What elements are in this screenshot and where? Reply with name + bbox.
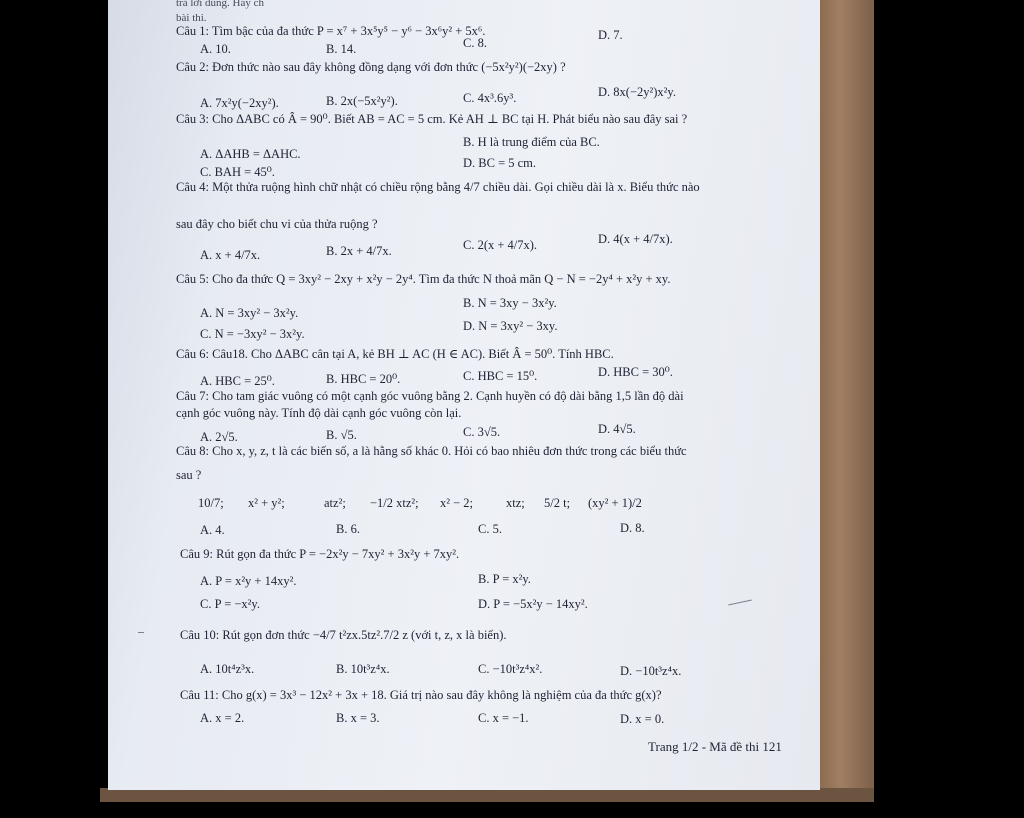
q8-expr-6: xtz;: [506, 496, 525, 510]
q3-option-b: B. H là trung điểm của BC.: [463, 135, 600, 149]
q10-option-b: B. 10t³z⁴x.: [336, 662, 390, 676]
q8-expr-1: 10/7;: [198, 496, 224, 510]
q10-option-a: A. 10t⁴z³x.: [200, 662, 255, 676]
q4-option-d: D. 4(x + 4/7x).: [598, 232, 673, 246]
q5-option-c: C. N = −3xy² − 3x²y.: [200, 327, 305, 341]
page-footer: Trang 1/2 - Mã đề thi 121: [648, 739, 782, 754]
q8-expr-2: x² + y²;: [248, 496, 285, 510]
q5-option-b: B. N = 3xy − 3x²y.: [463, 296, 557, 310]
q6-option-c: C. HBC = 15⁰.: [463, 369, 538, 383]
q7-option-b: B. √5.: [326, 428, 357, 442]
q2-option-b: B. 2x(−5x²y²).: [326, 94, 398, 108]
question-2-stem: Câu 2: Đơn thức nào sau đây không đồng dạng với đơn thức (−5x²y²)(−2xy) ?: [176, 60, 566, 74]
q7-option-d: D. 4√5.: [598, 422, 636, 436]
q1-option-c: C. 8.: [463, 36, 487, 50]
q3-option-c: C. BAH = 45⁰.: [200, 165, 275, 179]
question-9-stem: Câu 9: Rút gọn đa thức P = −2x²y − 7xy² + 3x²y + 7xy².: [180, 547, 460, 561]
q1-option-b: B. 14.: [326, 42, 357, 56]
question-3-stem: Câu 3: Cho ΔABC có Â = 90⁰. Biết AB = AC = 5 cm. Kẻ AH ⊥ BC tại H. Phát biểu nào sau đây sai ?: [176, 112, 688, 126]
question-8-stem-2: sau ?: [176, 468, 202, 482]
q2-option-c: C. 4x³.6y³.: [463, 91, 517, 105]
q9-option-a: A. P = x²y + 14xy².: [200, 574, 297, 588]
question-6-stem: Câu 6: Câu18. Cho ΔABC cân tại A, kẻ BH ⊥ AC (H ∈ AC). Biết Â = 50⁰. Tính HBC.: [176, 347, 614, 361]
q4-option-c: C. 2(x + 4/7x).: [463, 238, 538, 252]
q4-option-b: B. 2x + 4/7x.: [326, 244, 392, 258]
q8-expr-8: (xy² + 1)/2: [588, 496, 642, 510]
question-7-stem-2: cạnh góc vuông này. Tính độ dài cạnh góc vuông còn lại.: [176, 406, 462, 420]
header-line-2: bài thi.: [176, 12, 207, 24]
q3-option-a: A. ΔAHB = ΔAHC.: [200, 147, 301, 161]
q7-option-c: C. 3√5.: [463, 425, 501, 439]
q9-option-b: B. P = x²y.: [478, 572, 531, 586]
q10-option-c: C. −10t³z⁴x².: [478, 662, 543, 676]
question-5-stem: Câu 5: Cho đa thức Q = 3xy² − 2xy + x²y − 2y⁴. Tìm đa thức N thoả mãn Q − N = −2y⁴ + x²y + xy.: [176, 272, 671, 286]
q1-option-a: A. 10.: [200, 42, 231, 56]
q11-option-a: A. x = 2.: [200, 711, 245, 725]
q2-option-d: D. 8x(−2y²)x²y.: [598, 85, 676, 99]
question-8-stem: Câu 8: Cho x, y, z, t là các biến số, a là hằng số khác 0. Hỏi có bao nhiêu đơn thức trong các biểu thức: [176, 444, 687, 458]
question-10-stem: Câu 10: Rút gọn đơn thức −4/7 t²zx.5tz².7/2 z (với t, z, x là biến).: [180, 628, 507, 642]
q8-option-d: D. 8.: [620, 521, 645, 535]
q8-expr-3: atz²;: [324, 496, 346, 510]
q6-option-d: D. HBC = 30⁰.: [598, 365, 673, 379]
q8-option-b: B. 6.: [336, 522, 360, 536]
q3-option-d: D. BC = 5 cm.: [463, 156, 537, 170]
q5-option-a: A. N = 3xy² − 3x²y.: [200, 306, 299, 320]
question-4-stem: Câu 4: Một thửa ruộng hình chữ nhật có chiều rộng bằng 4/7 chiều dài. Gọi chiều dài là x. Biểu thức nào: [176, 180, 700, 194]
q2-option-a: A. 7x²y(−2xy²).: [200, 96, 279, 110]
table-surface: [818, 0, 874, 800]
q6-option-b: B. HBC = 20⁰.: [326, 372, 401, 386]
exam-paper: [108, 0, 820, 790]
q11-option-c: C. x = −1.: [478, 711, 529, 725]
header-line-1: trả lời đúng. Hãy ch: [176, 0, 264, 9]
question-1-stem: Câu 1: Tìm bậc của đa thức P = x⁷ + 3x⁵y⁵ − y⁶ − 3x⁶y² + 5x⁶.: [176, 24, 486, 38]
table-edge: [100, 788, 874, 802]
question-7-stem: Câu 7: Cho tam giác vuông có một cạnh góc vuông bằng 2. Cạnh huyền có độ dài bằng 1,5 lần độ dài: [176, 389, 684, 403]
q5-option-d: D. N = 3xy² − 3xy.: [463, 319, 558, 333]
q8-option-c: C. 5.: [478, 522, 502, 536]
q8-expr-7: 5/2 t;: [544, 496, 571, 510]
q7-option-a: A. 2√5.: [200, 430, 238, 444]
pen-mark: [728, 600, 752, 606]
pen-mark: [138, 632, 144, 633]
q11-option-b: B. x = 3.: [336, 711, 380, 725]
q9-option-c: C. P = −x²y.: [200, 597, 260, 611]
q8-expr-5: x² − 2;: [440, 496, 474, 510]
question-11-stem: Câu 11: Cho g(x) = 3x³ − 12x² + 3x + 18. Giá trị nào sau đây không là nghiệm của đa thức g(x)?: [180, 688, 662, 702]
q1-option-d: D. 7.: [598, 28, 623, 42]
q9-option-d: D. P = −5x²y − 14xy².: [478, 597, 588, 611]
q11-option-d: D. x = 0.: [620, 712, 665, 726]
q6-option-a: A. HBC = 25⁰.: [200, 374, 275, 388]
q4-option-a: A. x + 4/7x.: [200, 248, 261, 262]
q10-option-d: D. −10t³z⁴x.: [620, 664, 682, 678]
q8-expr-4: −1/2 xtz²;: [370, 496, 419, 510]
q8-option-a: A. 4.: [200, 523, 225, 537]
question-4-stem-2: sau đây cho biết chu vi của thửa ruộng ?: [176, 217, 378, 231]
